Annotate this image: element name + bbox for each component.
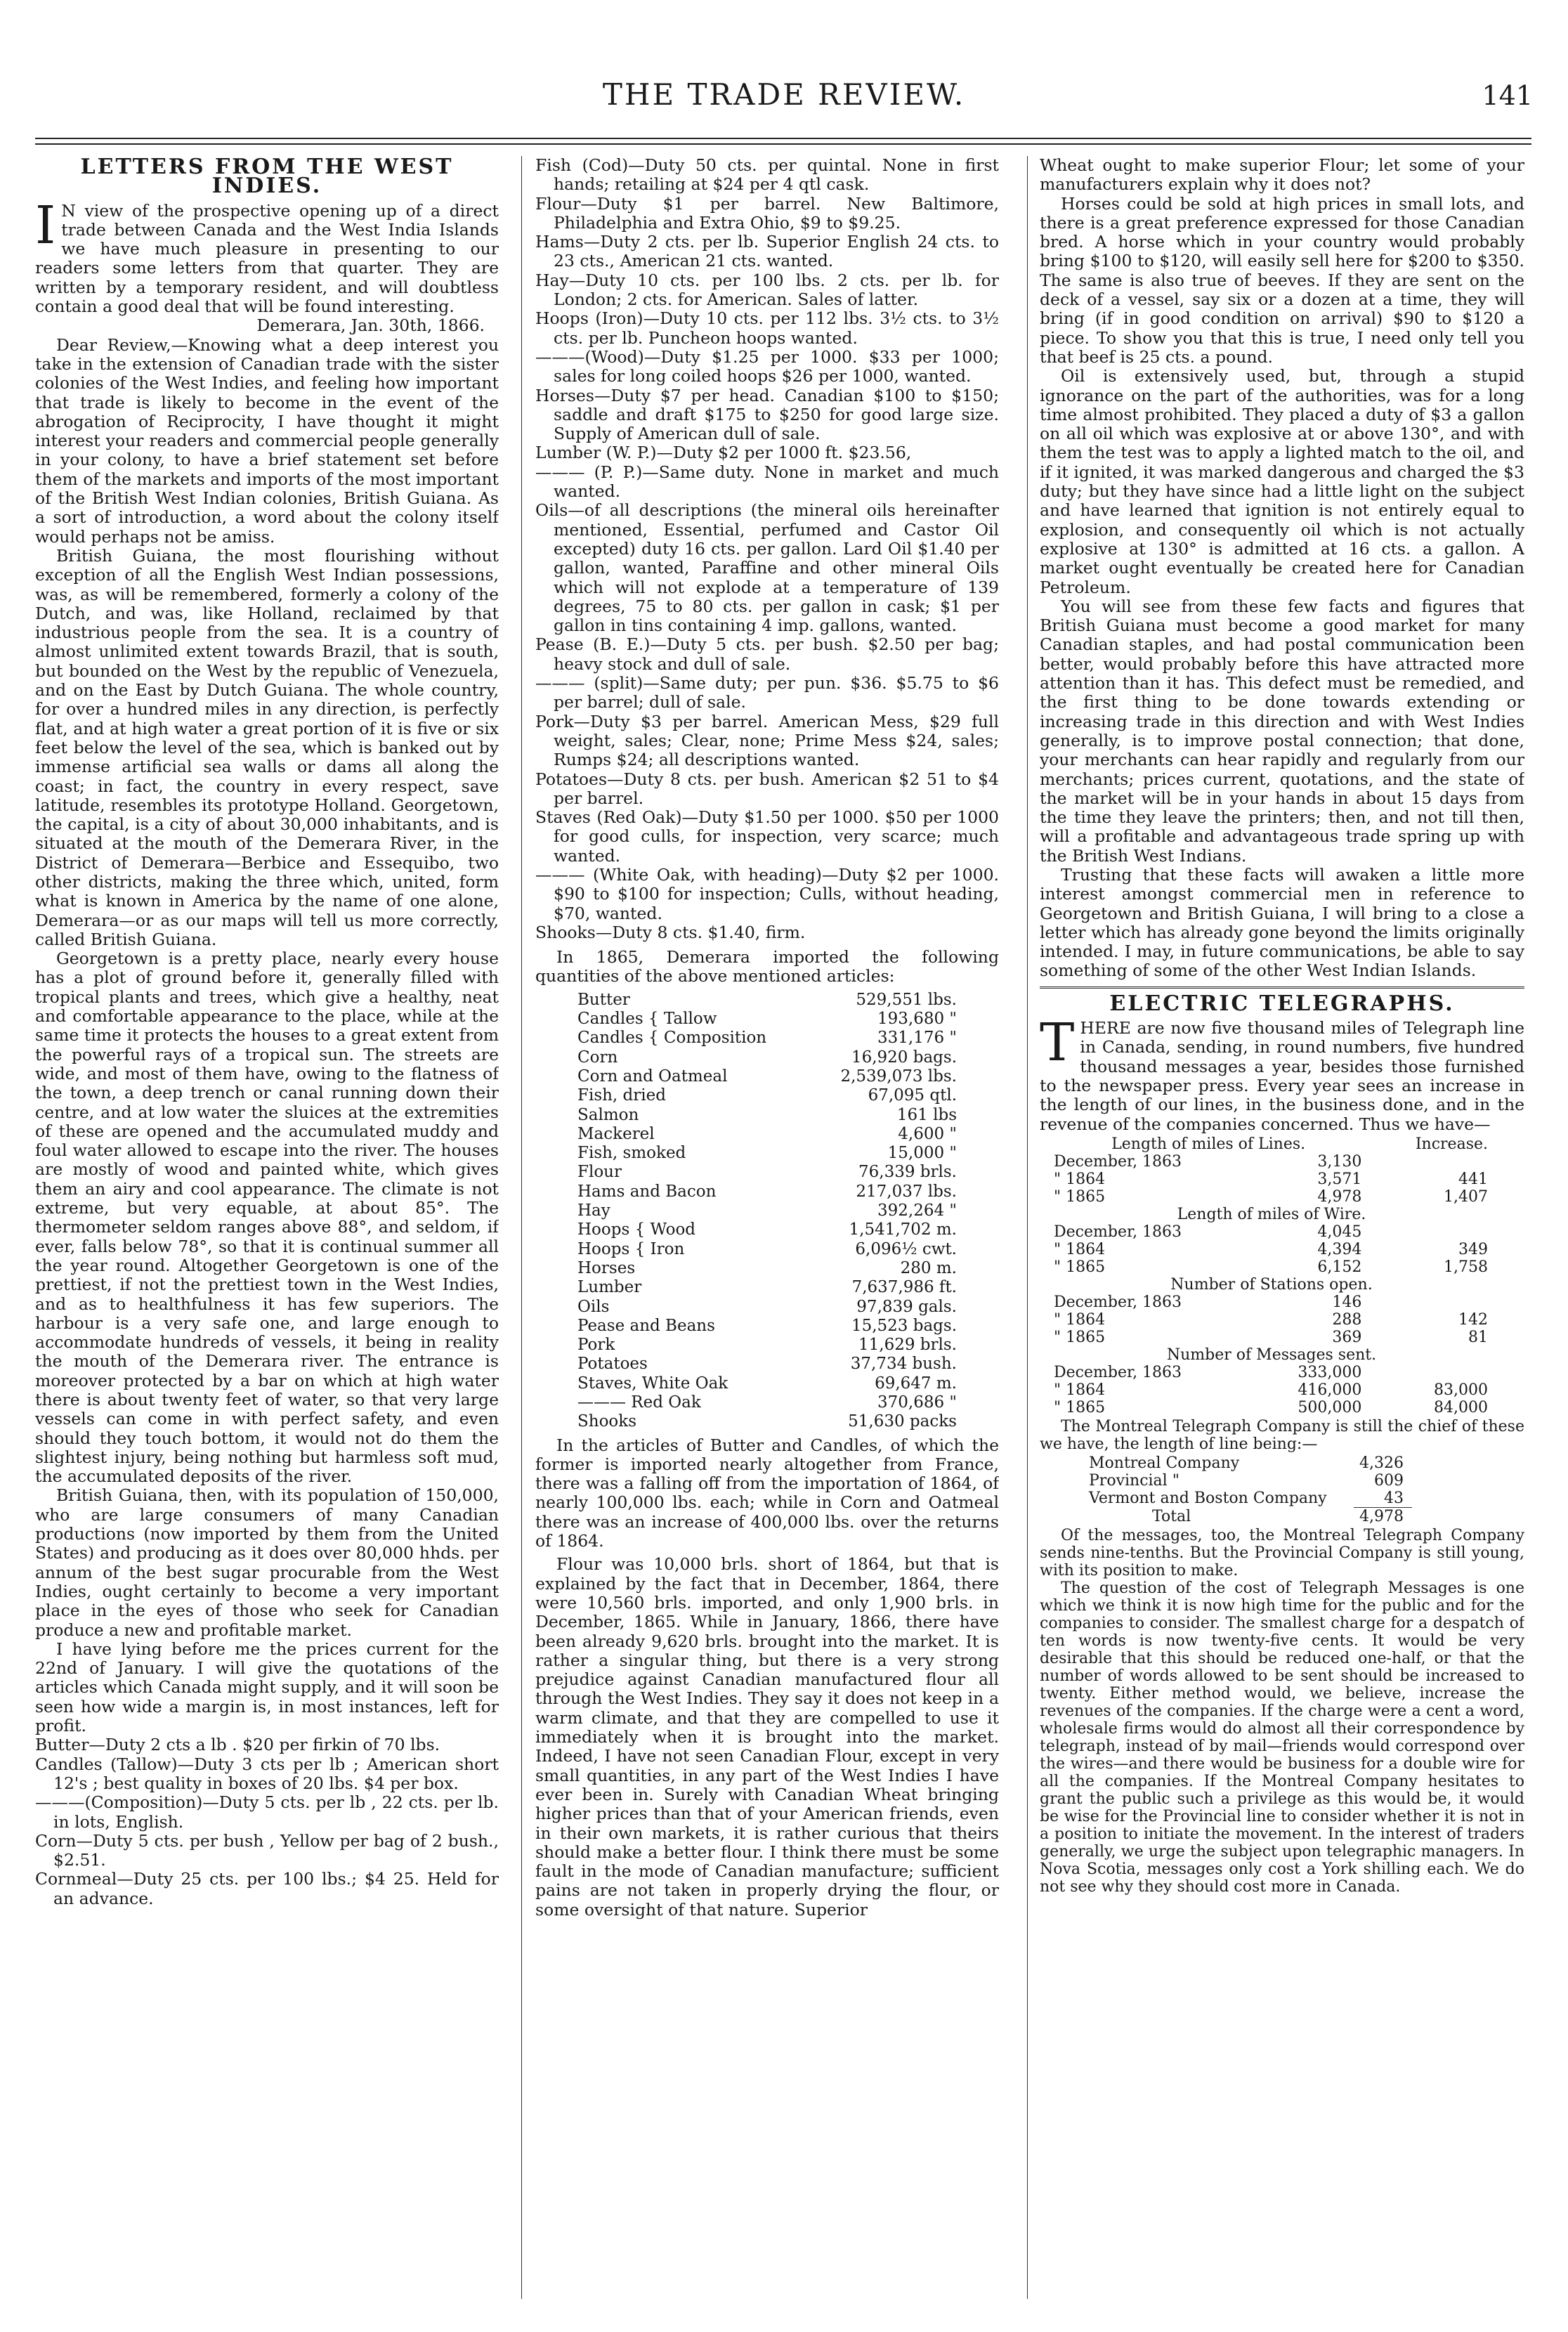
quotation-candles-tallow: Candles (Tallow)—Duty 3 cts per lb ; American short 12's ; best quality in boxes of 20 lbs. $4 per box. bbox=[35, 1754, 499, 1793]
company-name: Provincial " bbox=[1089, 1471, 1180, 1490]
import-item: Shooks bbox=[577, 1412, 637, 1431]
telegraph-value: 4,394 bbox=[1317, 1240, 1362, 1258]
column-divider-2 bbox=[1027, 156, 1028, 2299]
import-item: Mackerel bbox=[577, 1124, 655, 1143]
import-row bbox=[577, 1355, 957, 1374]
quotation-potatoes: Potatoes—Duty 8 cts. per bush. American $2 51 to $4 per barrel. bbox=[535, 769, 999, 808]
paragraph: In the articles of Butter and Candles, of which the former is imported nearly altogether from France, there was a falling off from the importation of 1864, of nearly 100,000 lbs. each; while in Corn and Oatmeal there was an increase of 400,000 lbs. over the returns of 1864. bbox=[535, 1435, 999, 1551]
table-subheading: Number of Stations open. bbox=[1170, 1275, 1373, 1294]
import-item: Potatoes bbox=[577, 1355, 648, 1374]
import-item: Hoops { Iron bbox=[577, 1239, 685, 1258]
quotation-lumber-pp: ——— (P. P.)—Same duty. None in market and much wanted. bbox=[535, 462, 999, 502]
import-row bbox=[577, 1010, 957, 1029]
telegraph-value: 500,000 bbox=[1298, 1398, 1362, 1416]
company-row bbox=[1089, 1472, 1412, 1490]
quotation-cornmeal: Cornmeal—Duty 25 cts. per 100 lbs.; $4 25. Held for an advance. bbox=[35, 1869, 499, 1908]
intro-text: N view of the prospective opening up of a direct trade between Canada and the West India Islands we have much pleasure in presenting to our readers some letters from that quarter. They are written by a temporary resident, and will doubtless contain a good deal that will be found interesting. bbox=[35, 200, 499, 317]
telegraph-label: December, 1863 bbox=[1054, 1363, 1182, 1381]
company-line-length: 609 bbox=[1374, 1471, 1404, 1490]
import-quantity: 4,600 " bbox=[898, 1124, 957, 1143]
import-row bbox=[577, 1125, 957, 1144]
telegraph-inc: 84,000 bbox=[1434, 1398, 1488, 1416]
telegraph-row bbox=[1047, 1329, 1496, 1346]
telegraph-inc bbox=[1370, 1223, 1496, 1241]
company-line-length: 43 bbox=[1384, 1489, 1404, 1507]
quotation-pork: Pork—Duty $3 per barrel. American Mess, $29 full weight, sales; Clear, none; Prime Mess $24, sales; Rumps $24; all descriptions wanted. bbox=[535, 711, 999, 770]
telegraph-row bbox=[1047, 1399, 1496, 1416]
quotation-candles-composition: ———(Composition)—Duty 5 cts. per lb , 22 cts. per lb. in lots, English. bbox=[35, 1792, 499, 1832]
import-row bbox=[577, 1317, 957, 1336]
import-quantity: 37,734 bush. bbox=[850, 1355, 957, 1374]
telegraph-row bbox=[1047, 1188, 1496, 1206]
telegraph-label: " 1865 bbox=[1054, 1398, 1106, 1416]
import-quantity: 11,629 brls. bbox=[858, 1336, 957, 1355]
column-2 bbox=[535, 156, 999, 2299]
import-item: Corn and Oatmeal bbox=[577, 1067, 728, 1086]
quotation-pease-split: ——— (split)—Same duty; per pun. $36. $5.75 to $6 per barrel; dull of sale. bbox=[535, 673, 999, 712]
import-row bbox=[577, 1240, 957, 1259]
section-divider bbox=[1040, 986, 1524, 989]
telegraph-row bbox=[1047, 1153, 1496, 1171]
import-quantity: 69,647 m. bbox=[875, 1374, 957, 1393]
import-quantity: 97,839 gals. bbox=[856, 1297, 957, 1316]
import-quantity: 193,680 " bbox=[877, 1010, 957, 1029]
import-item: Pork bbox=[577, 1336, 615, 1355]
import-quantity: 280 m. bbox=[900, 1258, 957, 1277]
import-quantity: 217,037 lbs. bbox=[856, 1182, 957, 1201]
import-quantity: 15,523 bags. bbox=[851, 1316, 957, 1335]
imports-table bbox=[577, 991, 957, 1432]
import-quantity: 16,920 bags. bbox=[851, 1048, 957, 1067]
import-quantity: 1,541,702 m. bbox=[849, 1220, 957, 1239]
import-item: Lumber bbox=[577, 1278, 642, 1297]
company-line-length: 4,326 bbox=[1359, 1454, 1404, 1472]
paragraph: British Guiana, the most flourishing without exception of all the English West Indian possessions, was, as will be remembered, formerly a colony of the Dutch, and was, like Holland, reclaimed by that industrious people from the sea. It is a country of almost unlimited extent towards Brazil, that is south, but bounded on the West by the republic of Venezuela, and on the East by Dutch Guiana. The whole country, for over a hundred miles in any direction, is perfectly flat, and at high water a great portion of it is five or six feet below the level of the sea, which is banked out by immense artificial sea walls or dams all along the coast; in fact, the country in every respect, save latitude, resembles its prototype Holland. Georgetown, the capital, is a city of about 30,000 inhabitants, and is situated at the mouth of the Demerara River, in the District of Demerara—Berbice and Essequibo, two other districts, making the three which, united, form what is known in America by the name of one alone, Demerara—or as our maps will tell us more correctly, called British Guiana. bbox=[35, 545, 499, 949]
telegraph-label: December, 1863 bbox=[1054, 1223, 1182, 1241]
telegraph-label: " 1865 bbox=[1054, 1187, 1106, 1206]
telegraph-inc: 81 bbox=[1468, 1328, 1488, 1346]
company-row bbox=[1089, 1490, 1412, 1508]
telegraph-inc: 349 bbox=[1458, 1240, 1488, 1258]
import-row bbox=[577, 1278, 957, 1297]
import-row bbox=[577, 1412, 957, 1431]
import-row bbox=[577, 1183, 957, 1201]
quotation-staves-white-oak: ——— (White Oak, with heading)—Duty $2 per 1000. $90 to $100 for inspection; Culls, without heading, $70, wanted. bbox=[535, 864, 999, 923]
quotation-hay: Hay—Duty 10 cts. per 100 lbs. 2 cts. per lb. for London; 2 cts. for American. Sales of latter. bbox=[535, 270, 999, 310]
telegraph-inc: 1,758 bbox=[1444, 1258, 1488, 1276]
import-item: Fish, dried bbox=[577, 1086, 666, 1105]
telegraph-row bbox=[1047, 1223, 1496, 1241]
drop-cap: I bbox=[35, 195, 56, 256]
import-quantity: 7,637,986 ft. bbox=[851, 1278, 957, 1297]
quotation-hams: Hams—Duty 2 cts. per lb. Superior English 24 cts. to 23 cts., American 21 cts. wanted. bbox=[535, 232, 999, 271]
telegraph-row bbox=[1047, 1311, 1496, 1329]
import-row bbox=[577, 1106, 957, 1125]
import-quantity: 15,000 " bbox=[887, 1144, 957, 1163]
telegraph-value: 146 bbox=[1332, 1293, 1362, 1311]
drop-cap: T bbox=[1040, 1012, 1075, 1074]
paragraph: Georgetown is a pretty place, nearly every house has a plot of ground before it, generally filled with tropical plants and trees, which give a healthy, neat and comfortable appearance to the place, while at the same time it protects the houses to a great extent from the powerful rays of a tropical sun. The streets are wide, and most of them have, owing to the flatness of the town, a deep trench or canal running down their centre, and at low water the sluices at the extremities of these are opened and the accumulated muddy and foul water allowed to escape into the river. The houses are mostly of wood and painted white, which gives them an airy and cool appearance. The climate is not extreme, but very equable, at about 85°. The thermometer seldom ranges above 88°, and seldom, if ever, falls below 78°, so that it is continual summer all the year round. Altogether Georgetown is one of the prettiest, if not the prettiest town in the West Indies, and as to healthfulness it has few superiors. The harbour is a very safe one, and large enough to accommodate hundreds of vessels, it being in reality the mouth of the Demerara river. The entrance is moreover protected by a bar on which at high water there is about twenty feet of water, so that very large vessels can come in with perfect safety, and even should they touch bottom, it would not do them the slightest injury, being nothing but harmless soft mud, the accumulated deposits of the river. bbox=[35, 949, 499, 1487]
page-header bbox=[0, 70, 1568, 112]
quotation-corn: Corn—Duty 5 cts. per bush , Yellow per bag of 2 bush., $2.51. bbox=[35, 1830, 499, 1870]
quotation-butter: Butter—Duty 2 cts a lb . $20 per firkin of 70 lbs. bbox=[35, 1735, 440, 1755]
telegraph-label: " 1865 bbox=[1054, 1258, 1106, 1276]
import-item: Staves, White Oak bbox=[577, 1374, 729, 1393]
paragraph: I have lying before me the prices current for the 22nd of January. I will give the quotations of the articles which Canada might supply, and it will soon be seen how wide a margin is, in most instances, left for profit. bbox=[35, 1639, 499, 1736]
import-item: Flour bbox=[577, 1163, 622, 1182]
import-item: ——— Red Oak bbox=[577, 1393, 701, 1412]
import-row bbox=[577, 1220, 957, 1239]
telegraph-row bbox=[1047, 1171, 1496, 1188]
telegraph-inc bbox=[1370, 1153, 1496, 1171]
paragraph: Horses could be sold at high prices in small lots, and there is a great preference expressed for those Canadian bred. A horse which in your country would probably bring $100 to $120, will easily sell here for $200 to $350. The same is also true of beeves. If they are sent on the deck of a vessel, say six or a dozen at a time, they will bring (if in good condition on arrival) $90 to $120 a piece. To show you that this is true, I need only tell you that beef is 25 cts. a pound. bbox=[1040, 193, 1524, 367]
import-quantity: 6,096½ cwt. bbox=[855, 1239, 957, 1258]
company-row bbox=[1089, 1454, 1412, 1472]
header-rule-bottom bbox=[35, 143, 1531, 145]
telegraph-label: " 1865 bbox=[1054, 1328, 1106, 1346]
article-heading-west-indies: LETTERS FROM THE WEST INDIES. bbox=[80, 156, 454, 199]
telegraph-value: 288 bbox=[1332, 1310, 1362, 1329]
import-quantity: 76,339 brls. bbox=[858, 1163, 957, 1182]
company-name: Montreal Company bbox=[1089, 1454, 1240, 1472]
paragraph: Trusting that these facts will awaken a little more interest amongst commercial men in reference to Georgetown and British Guiana, I will bring to a close a letter which has already gone beyond the limits originally intended. I may, in future communications, be able to say something of some of the other West Indian Islands. bbox=[1040, 864, 1524, 981]
paragraph: Dear Review,—Knowing what a deep interest you take in the extension of Canadian trade with the sister colonies of the West Indies, and feeling how important that trade is likely to become in the event of the abrogation of Reciprocity, I have thought it might interest your readers and commercial people generally in your colony, to have a brief statement set before them of the markets and imports of the most important of the British West Indian colonies, British Guiana. As a sort of introduction, a word about the colony itself would perhaps not be amiss. bbox=[35, 334, 499, 547]
import-row bbox=[577, 1259, 957, 1278]
telegraph-label: " 1864 bbox=[1054, 1240, 1106, 1258]
import-row bbox=[577, 1067, 957, 1086]
table-subheading: Length of miles of Lines. bbox=[1111, 1135, 1306, 1153]
import-row bbox=[577, 1201, 957, 1220]
imports-intro: In 1865, Demerara imported the following quantities of the above mentioned articles: bbox=[535, 947, 999, 986]
telegraph-value: 6,152 bbox=[1317, 1258, 1362, 1276]
import-quantity: 370,686 " bbox=[877, 1393, 957, 1412]
companies-table bbox=[1089, 1454, 1412, 1525]
import-quantity: 392,264 " bbox=[877, 1201, 957, 1220]
import-item: Hams and Bacon bbox=[577, 1182, 717, 1201]
import-quantity: 529,551 lbs. bbox=[856, 990, 957, 1009]
import-item: Horses bbox=[577, 1258, 636, 1277]
quotation-horses: Horses—Duty $7 per head. Canadian $100 to $150; saddle and draft $175 to $250 for good large size. Supply of American dull of sale. bbox=[535, 385, 999, 444]
telegraph-row bbox=[1047, 1381, 1496, 1399]
publication-title: THE TRADE REVIEW. bbox=[602, 77, 966, 112]
telegraph-value: 4,045 bbox=[1317, 1223, 1362, 1241]
column-3 bbox=[1040, 156, 1524, 2299]
import-item: Hoops { Wood bbox=[577, 1220, 696, 1239]
telegraph-inc: 1,407 bbox=[1444, 1187, 1488, 1206]
import-quantity: 51,630 packs bbox=[848, 1412, 957, 1431]
telegraph-row bbox=[1047, 1294, 1496, 1311]
quotation-flour: Flour—Duty $1 per barrel. New Baltimore, Philadelphia and Extra Ohio, $9 to $9.25. bbox=[535, 193, 999, 233]
article-intro bbox=[35, 195, 499, 317]
paragraph: The Montreal Telegraph Company is still the chief of these we have, the length of line being:— bbox=[1040, 1417, 1524, 1453]
telegraph-label: December, 1863 bbox=[1054, 1293, 1182, 1311]
paragraph: Wheat ought to make superior Flour; let some of your manufacturers explain why it does not? bbox=[1040, 156, 1524, 195]
paragraph: You will see from these few facts and figures that British Guiana must become a good market for many Canadian staples, and had postal communication been better, would probably before this have attracted more attention than it has. This defect must be remedied, and the first thing to be done towards extending or increasing trade in this direction and with West Indies generally, is to improve postal connection; that done, your merchants can hear rapidly and regularly from our merchants; prices current, quotations, and the state of the market will be in your hands in about 15 days from the time they leave the printers; then, and not till then, will a profitable and advantageous trade spring up with the British West Indians. bbox=[1040, 596, 1524, 866]
telegraph-row bbox=[1047, 1241, 1496, 1258]
company-name: Vermont and Boston Company bbox=[1089, 1490, 1327, 1508]
telegraph-inc bbox=[1370, 1294, 1496, 1311]
telegraph-value: 3,571 bbox=[1317, 1170, 1362, 1188]
total-value: 4,978 bbox=[1354, 1507, 1412, 1525]
telegraph-label: December, 1863 bbox=[1054, 1152, 1182, 1171]
import-row bbox=[577, 1163, 957, 1182]
telegraph-inc bbox=[1370, 1364, 1496, 1381]
paragraph: The question of the cost of Telegraph Messages is one which we think it is now high time for the public and for the companies to consider. The smallest charge for a despatch of ten words is now twenty-five cents. It would be very desirable that this should be reduced one-half, or that the number of words allowed to be sent should be increased to twenty. Either method would, we believe, increase the revenues of the companies. If the charge were a cent a word, wholesale firms would do almost all their correspondence by telegraph, instead of by mail—friends would correspond over the wires—and there would be business for a double wire for all the companies. If the Montreal Company hesitates to grant the public such a privilege as this would be, it would be wise for the Provincial line to consider whether it is not in a position to initiate the movement. In the interest of traders generally, we urge the subject upon telegraphic managers. In Nova Scotia, messages only cost a York shilling each. We do not see why they should cost more in Canada. bbox=[1040, 1579, 1524, 1896]
telegraph-value: 333,000 bbox=[1298, 1363, 1362, 1381]
import-quantity: 161 lbs bbox=[896, 1105, 957, 1124]
import-item: Pease and Beans bbox=[577, 1316, 715, 1335]
telegraph-label: " 1864 bbox=[1054, 1381, 1106, 1399]
telegraph-value: 4,978 bbox=[1317, 1187, 1362, 1206]
page-number: 141 bbox=[1482, 80, 1533, 111]
column-1 bbox=[35, 156, 499, 2299]
telegraph-row bbox=[1047, 1364, 1496, 1381]
table-subheading: Number of Messages sent. bbox=[1166, 1346, 1377, 1364]
quotation-fish: Fish (Cod)—Duty 50 cts. per quintal. None in first hands; retailing at $24 per 4 qtl cask. bbox=[535, 156, 999, 195]
import-row bbox=[577, 1374, 957, 1393]
import-row bbox=[577, 1029, 957, 1048]
quotation-hoops-wood: ———(Wood)—Duty $1.25 per 1000. $33 per 1000; sales for long coiled hoops $26 per 1000, wanted. bbox=[535, 346, 999, 386]
table-subheading: Length of miles of Wire. bbox=[1177, 1205, 1366, 1223]
telegraph-inc: 142 bbox=[1458, 1310, 1488, 1329]
increase-heading: Increase. bbox=[1415, 1135, 1488, 1153]
paragraph: British Guiana, then, with its population of 150,000, who are large consumers of many Canadian productions (now imported by them from the United States) and producing as it does over 80,000 hhds. per annum of the best sugar procurable from the West Indies, ought certainly to become a very important place in the eyes of those who seek for Canadian produce a new and profitable market. bbox=[35, 1485, 499, 1640]
import-item: Butter bbox=[577, 990, 630, 1009]
import-row bbox=[577, 1393, 957, 1412]
import-item: Fish, smoked bbox=[577, 1144, 686, 1163]
import-row bbox=[577, 991, 957, 1010]
import-row bbox=[577, 1144, 957, 1163]
import-item: Hay bbox=[577, 1201, 610, 1220]
quotation-oils: Oils—of all descriptions (the mineral oils hereinafter mentioned, Essential, perfumed and Castor Oil excepted) duty 16 cts. per gallon. Lard Oil $1.40 per gallon, wanted, Paraffine and other mineral Oils which will not explode at a temperature of 139 degrees, 75 to 80 cts. per gallon in cask; $1 per gallon in tins containing 4 imp. gallons, wanted. bbox=[535, 500, 999, 636]
quotation-lumber-wp: Lumber (W. P.)—Duty $2 per 1000 ft. $23.56, bbox=[535, 443, 912, 463]
import-item: Oils bbox=[577, 1297, 610, 1316]
telegraph-value: 416,000 bbox=[1298, 1381, 1362, 1399]
import-quantity: 331,176 " bbox=[877, 1029, 957, 1048]
import-item: Salmon bbox=[577, 1105, 639, 1124]
import-row bbox=[577, 1086, 957, 1105]
paragraph: Oil is extensively used, but, through a stupid ignorance on the part of the authorities, was for a long time almost prohibited. They placed a duty of $3 a gallon on all oil which was explosive at or above 130°, and with them the test was to apply a lighted match to the oil, and if it ignited, it was marked dangerous and charged the $3 duty; but they have since had a little light on the subject and have learned that ignition is not entirely equal to explosion, and consequently oil which is not actually explosive at 130° is admitted at 16 cts. a gallon. A market ought eventually be created here for Canadian Petroleum. bbox=[1040, 366, 1524, 597]
import-item: Corn bbox=[577, 1048, 618, 1067]
telegraph-label: " 1864 bbox=[1054, 1170, 1106, 1188]
column-divider-1 bbox=[521, 156, 522, 2299]
telegraph-value: 369 bbox=[1332, 1328, 1362, 1346]
telegraph-inc: 441 bbox=[1458, 1170, 1488, 1188]
telegraph-inc: 83,000 bbox=[1434, 1381, 1488, 1399]
paragraph: Of the messages, too, the Montreal Telegraph Company sends nine-tenths. But the Provincial Company is still young, with its position to make. bbox=[1040, 1526, 1524, 1579]
header-rule-top bbox=[35, 138, 1531, 139]
telegraph-intro-text: HERE are now five thousand miles of Telegraph line in Canada, sending, in round numbers, five hundred thousand messages a year, besides those furnished to the newspaper press. Every year sees an increase in the length of our lines, in the business done, and in the revenue of the companies concerned. Thus we have— bbox=[1040, 1018, 1524, 1134]
telegraph-value: 3,130 bbox=[1317, 1152, 1362, 1171]
dateline: Demerara, Jan. 30th, 1866. bbox=[256, 315, 485, 336]
import-row bbox=[577, 1298, 957, 1317]
import-quantity: 2,539,073 lbs. bbox=[840, 1067, 957, 1086]
telegraph-label: " 1864 bbox=[1054, 1310, 1106, 1329]
telegraph-stats-table bbox=[1047, 1135, 1496, 1416]
quotation-staves-red-oak: Staves (Red Oak)—Duty $1.50 per 1000. $50 per 1000 for good culls, for inspection, very scarce; much wanted. bbox=[535, 807, 999, 866]
import-row bbox=[577, 1336, 957, 1355]
article-heading-telegraphs: ELECTRIC TELEGRAPHS. bbox=[1109, 991, 1455, 1016]
total-label: Total bbox=[1152, 1507, 1191, 1525]
quotation-pease: Pease (B. E.)—Duty 5 cts. per bush. $2.50 per bag; heavy stock and dull of sale. bbox=[535, 634, 999, 674]
telegraph-row bbox=[1047, 1258, 1496, 1276]
import-quantity: 67,095 qtl. bbox=[868, 1086, 957, 1105]
import-item: Candles { Tallow bbox=[577, 1010, 717, 1029]
paragraph: Flour was 10,000 brls. short of 1864, but that is explained by the fact that in December, 1864, there were 10,560 brls. imported, and only 1,900 brls. in December, 1865. While in January, 1866, there have been already 9,620 brls. brought into the market. It is rather a singular thing, but there is a very strong prejudice against Canadian manufactured flour all through the West Indies. They say it does not keep in a warm climate, and that they are compelled to use it immediately when it is brought into the market. Indeed, I have not seen Canadian Flour, except in very small quantities, in any part of the West Indies I have ever been in. Surely with Canadian Wheat bringing higher prices than that of your American friends, even in their own markets, it is rather curious that theirs should make a better flour. I think there must be some fault in the mode of Canadian manufacture; sufficient pains are not taken in properly drying the flour, or some oversight of that nature. Superior bbox=[535, 1554, 999, 1920]
quotation-shooks: Shooks—Duty 8 cts. $1.40, firm. bbox=[535, 922, 806, 942]
import-row bbox=[577, 1048, 957, 1067]
quotation-hoops-iron: Hoops (Iron)—Duty 10 cts. per 112 lbs. 3½ cts. to 3½ cts. per lb. Puncheon hoops wanted. bbox=[535, 308, 999, 348]
telegraph-intro bbox=[1040, 1012, 1524, 1134]
import-item: Candles { Composition bbox=[577, 1029, 767, 1048]
